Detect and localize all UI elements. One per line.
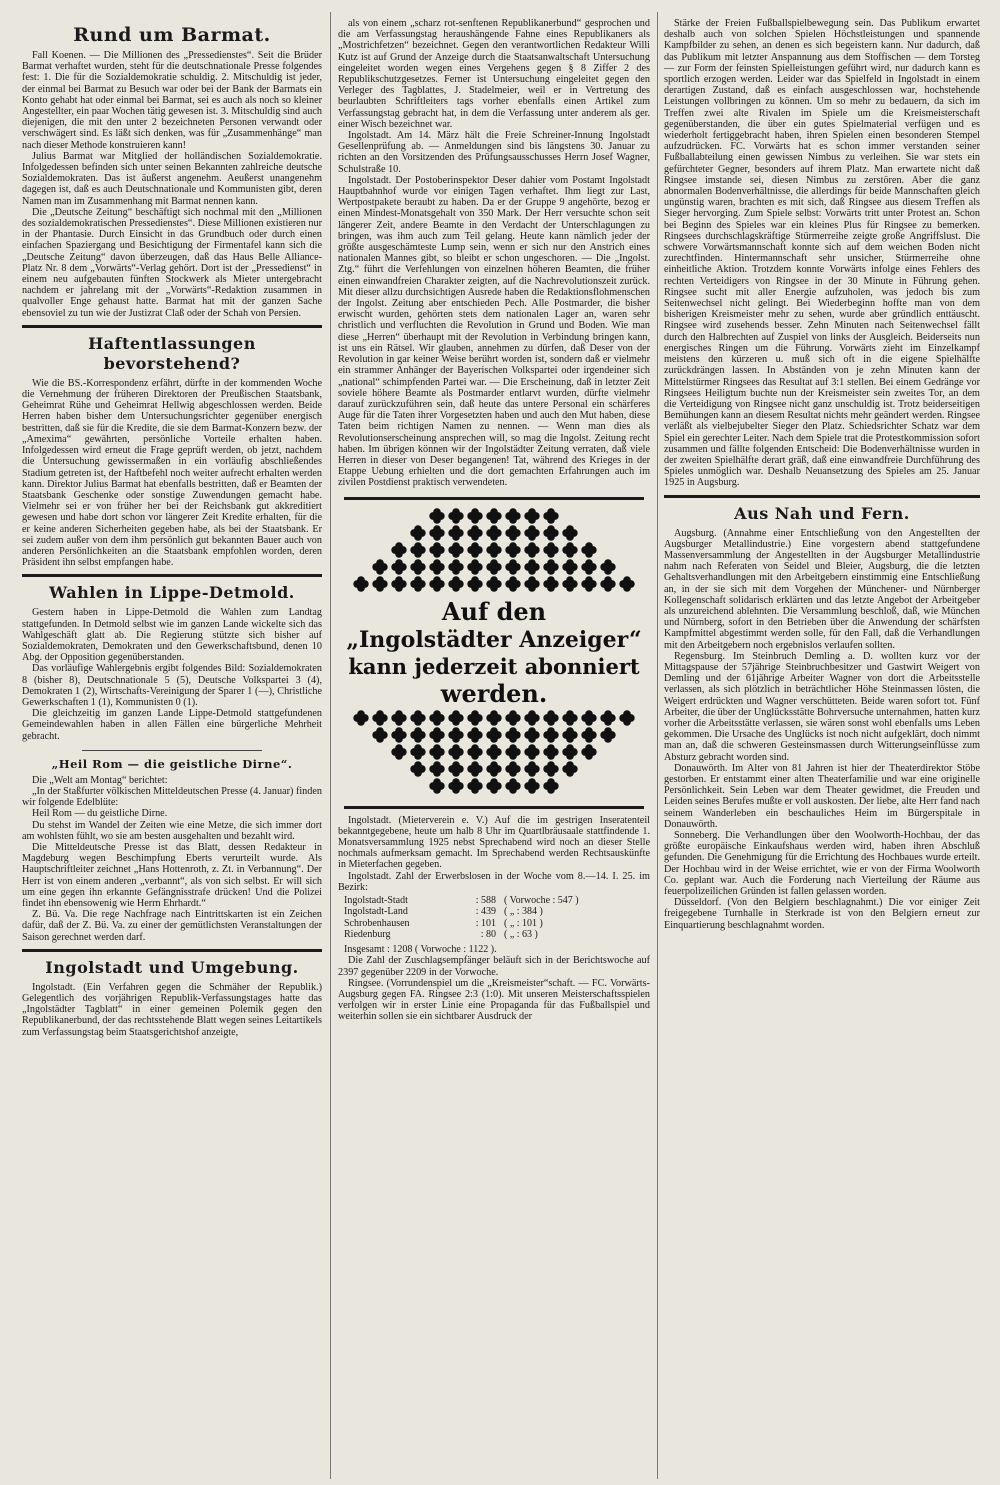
ornament-cross [562,542,577,557]
ornament-cross [448,710,463,725]
ornament-cross [581,559,596,574]
ornament-cross [524,778,539,793]
ornament-cross [467,710,482,725]
ornament-cross [410,744,425,759]
section-rule [22,949,322,952]
ornament-cross [562,727,577,742]
table-cell: : 101 [475,917,496,929]
article-paragraph: Stärke der Freien Fußballspielbewegung sein. Das Publikum erwartet deshalb auch von solchen Spielen Höchstleistungen und spannende Kampfbilder zu sehen, an denen es sich begeistern kann. Nur dadurch, daß das Publikum mit letzter Anspannung aus dem Stoffischen — dem Torsteg — zur Form der feinsten Spielleistungen geführt wird, nur dadurch kann es sportlich erzogen werden. Leider war das Spielfeld in Ingolstadt in einem derartigen Zustand, daß es einfach ausgeschlossen war, hochstehende Leistungen vollbringen zu können. Um so mehr zu bedauern, da sich im Treffen zwei alte Rivalen im Spiele um die Kreismeisterschaft gegenüberstanden, die über ein gutes Spielmaterial verfügen und es wiederholt fertiggebracht haben, ihren Spielen einen besonderen Stempel aufzudrücken. FC. Vorwärts hat es schon immer verstanden seiner Fußballabteilung einen gewissen Nimbus zu verleihen. Sie war stets ein gefürchteter Gegner, besonders auf ihrem Platz. Man erwartete nicht daß Ringsee imstande sei, diesen Nimbus zu zerstören. Aber die ganz abnormalen Bodenverhältnisse, die allerdings für beide Mannschaften gleich ungünstig waren, brachten es mit sich, daß Ringsee aus diesem Treffen als Sieger hervorging. Zum Spiele selbst: Vorwärts tritt unter Protest an. Schon bei Beginn des Spieles war ein kleines Plus für Ringsee zu bemerken. Ringsees durchschlagskräftige Stürmerreihe zeigte große Angriffslust. Die schwere Vorwärtsmannschaft konnte sich auf dem weichen Boden nicht zurechtfinden. Hintermannschaft sehr unsicher, Stürmerreihe ohne einheitliche Aktion. Trotzdem konnte Vorwärts infolge eines Fehlers des rechten Verteidigers von Ringsee in der 30 Minute in Führung gehen. Ringsee sucht mit aller Energie aufzuholen, was jedoch bis zum Seitenwechsel nicht gelingt. Bei Wiederbeginn hoffte man von dem bisherigen Kreismeister mehr zu sehen, wurde aber gründlich enttäuscht. Ringsee wird zusehends besser. Zehn Minuten nach Seitenwechsel fällt durch den Halbrechten auf Zuspiel von links der Ausgleich. Beiderseits nun energisches Ringen um die Führung. Vorwärts zieht im Einzelkampf meistens den kürzeren u. muß sich oft in die eigene Spielhälfte zurückdrängen lassen. In Abständen von je zehn Minuten kann der Mittelstürmer Ringsees das Resultat auf 3:1 stellen. Bei einem Gedränge vor Ringsees Heiligtum buchte nun der Kreismeister sein zweites Tor, an dem die Verteidigung von Ringsee nicht ganz unschuldig ist. Trotz beiderseitigen Bemühungen kann an diesem Resultat nichts mehr geändert werden. Ringsee verläßt als vielbejubelter Sieger den Platz. Schiedsrichter Schatz war dem Spiel ein gerechter Leiter. Nach dem Spiele trat die Protestkommission sofort zusammen und fällte folgenden Entscheid: Die Bodenverhältnisse wurden in der zweiten Spielhälfte derart gräß, daß eine einwandfreie Durchführung des Spieles unmöglich war. Deshalb Neuansetzung des Spieles am 25. Januar 1925 in Augsburg. [664,18,980,489]
ad-line: Auf den [441,596,547,626]
ornament-cross [410,576,425,591]
ornament-cross [600,727,615,742]
subscription-advertisement [344,497,644,809]
ornament-cross [543,508,558,523]
headline-ingolstadt-umgebung: Ingolstadt und Umgebung. [45,957,299,977]
ornament-cross [410,761,425,776]
article-paragraph: Die Mitteldeutsche Presse ist das Blatt, dessen Redakteur in Magdeburg wegen Beschimpfung Eberts verurteilt wurde. Als Hauptschriftleiter zeichnet „Hans Hottenroth, z. Zt. in Verbannung“. Der Herr ist von einem anderen „verbannt“, als von sich selbst. Er will sich um eine gegen ihn erkannte Gefängnisstrafe drücken! Und die Polizei findet ihn ebensowenig wie Herrn Ehrhardt.“ [22,841,322,909]
table-cell: Ingolstadt-Land [344,906,408,918]
table-cell: Riedenburg [344,929,391,941]
ornament-cross [391,559,406,574]
ornament-cross [391,744,406,759]
ornament-cross [543,710,558,725]
table-cell: Ingolstadt-Stadt [344,894,408,906]
article-paragraph: Düsseldorf. (Von den Belgiern beschlagnahmt.) Die vor einiger Zeit freigegebene Turnhalle in Sterkrade ist von den Belgiern erneut zur Einquartierung beschlagnahmt worden. [664,897,980,931]
table-total: Insgesamt : 1208 ( Vorwoche : 1122 ). [344,943,497,955]
ornament-cross [600,710,615,725]
ornament-cross [562,761,577,776]
table-cell: ( „ : 101 ) [504,917,543,929]
ornament-cross [391,542,406,557]
ornament-cross [486,542,501,557]
ornament-cross [391,727,406,742]
ornament-cross [543,542,558,557]
ornament-top [344,506,644,598]
ornament-cross [410,542,425,557]
table-row [344,918,650,930]
ornament-cross [524,744,539,759]
ornament-bottom [344,708,644,800]
article-paragraph: Ingolstadt. (Ein Verfahren gegen die Schmäher der Republik.) Gelegentlich des vorjährigen Republik-Verfassungstages hatte das „Ingolstädter Tagblatt“ in einer gemeinen Polemik gegen den Republikanerbund, der das rechtsstehende Blatt wegen seines Leitartikels zum Verfassungstag beim Staatsgerichtshof anzeigte, [22,981,322,1038]
column-rule [330,12,331,1479]
article-paragraph: Die gleichzeitig im ganzen Lande Lippe-Detmold stattgefundenen Gemeindewahlen haben in allen Fällen eine bürgerliche Mehrheit gebracht. [22,708,322,742]
ornament-cross [467,559,482,574]
ornament-cross [505,744,520,759]
ornament-cross [429,508,444,523]
ornament-cross [543,778,558,793]
article-paragraph: als von einem „scharz rot-senftenen Republikanerbund“ gesprochen und die am Verfassungstag heraushängende Fahne eines Republikaners als „Mostrichfetzen“ bezeichnet. Gegen den verantwortlichen Redakteur Willi Kutz ist auf Grund der Anzeige durch die Staatsanwaltschaft Untersuchung eingeleitet worden wegen eines Vergehens gegen § 8 Ziffer 2 des Republikschutzgesetzes. Ferner ist Untersuchung eingeleitet gegen den Verleger des Tagblattes, J. Stadelmeier, weil er in Vertretung des beurlaubten Schriftleiters tags vorher ebenfalls einen Artikel zum Verfassungstag gebracht hat, in dem die Verfassung unter anderem als ger. einer Wisch bezeichnet war. [338,18,650,130]
ornament-cross [524,525,539,540]
column-2 [338,18,650,1477]
article-paragraph: Die „Deutsche Zeitung“ beschäftigt sich nochmal mit den „Millionen des sozialdemokratischen Pressedienstes“. Diese Millionen existieren nur in der Phantasie. Durch Einsicht in das Grundbuch oder durch einen einfachen Spaziergang und Besichtigung der Firmentafel kann sich die „Deutsche Zeitung“ davon überzeugen, daß das Haus Belle Alliance-Platz Nr. 8 dem „Vorwärts“-Verlag gehört. Dort ist der „Pressedienst“ in einem neu aufgebauten fünften Stockwerk als Mieter untergebracht nachdem er jahrelang mit der „Vorwärts“-Redaktion zusammen in qualvoller Enge gehaust hatte. Barmat hat mit der ganzen Sache ebensoviel zu tun wie der Justizrat Claß oder der Schah von Persien. [22,206,322,319]
table-cell: Schrobenhausen [344,917,410,929]
section-rule [22,325,322,328]
ornament-cross [543,525,558,540]
table-cell: ( Vorwoche : 547 ) [504,894,579,906]
ornament-cross [505,508,520,523]
ornament-cross [486,761,501,776]
article-paragraph: Wie die BS.-Korrespondenz erfährt, dürfte in der kommenden Woche die Vernehmung der früheren Direktoren der Preußischen Staatsbank, Geheimrat Rühe und Geheimrat Hellwig abgeschlossen werden. Beide Herren haben bisher dem Untersuchungsrichter gegenüber energisch bestritten, daß sie für die Kredite, die sie dem Barmat-Konzern bezw. der „Amexima“ gewährten, persönliche Vorteile erhalten haben. Infolgedessen wird erneut die Frage geprüft werden, ob jetzt, nachdem die Untersuchung gewissermaßen in ein vorläufig abschließendes Stadium getreten ist, der Haftbefehl noch weiter aufrecht erhalten werden kann. Direktor Julius Barmat hat ebenfalls bestritten, daß er Beamten der Staatsbank Geschenke oder sonstige Zuwendungen gemacht habe. Vielmehr sei er von früher her bei der Reichsbank gut akkreditiert gewesen und habe dort schon vor längerer Zeit Kredite erhalten, für die er keine anderen Sicherheiten gegeben habe, als bei der Staatsbank. Er sei zudem außer von dem ihm persönlich gut bekannten Bauer auch von anderen Persönlichkeiten an die Staatsbank empfohlen worden, deren Präsident ihn selbst empfangen habe. [22,377,322,569]
ornament-cross [543,761,558,776]
section-rule [664,495,980,498]
ornament-cross [429,559,444,574]
ornament-cross [486,727,501,742]
ornament-cross [448,761,463,776]
ornament-cross [543,744,558,759]
ornament-cross [429,576,444,591]
ornament-cross [505,778,520,793]
article-paragraph: Das vorläufige Wahlergebnis ergibt folgendes Bild: Sozialdemokraten 8 (bisher 8), Deutschnationale 5 (5), Deutsche Volkspartei 3 (4), Demokraten 1 (2), Wirtschafts-Vereinigung der Sparer 1 (—), Christliche Gewerkschaften 1 (1), Kommunisten 0 (1). [22,663,322,708]
ornament-cross [448,525,463,540]
article-paragraph: Ingolstadt. Zahl der Erwerbslosen in der Woche vom 8.—14. I. 25. im Bezirk: [338,870,650,893]
table-row [344,906,650,918]
article-paragraph: Ingolstadt. Der Postoberinspektor Deser dahier vom Postamt Ingolstadt Hauptbahnhof wurde vor einigen Tagen verhaftet. Ihm liegt zur Last, Wertpostpakete beraubt zu haben. Da er der Gruppe 9 angehörte, bezog er einen Mindest-Monatsgehalt von 350 Mark. Der Herr versuchte schon seit längerer Zeit, andere Beamte in den Verdacht der Unterschlagungen zu bringen, was ihm auch zum Teil gelang. Heute kann nämlich jeder der größte ausgeschämteste Lump sein, wenn er sich nur den Anstrich eines nationalen Mannes gibt, so bleibt er schon ungeschoren. — Die „Ingolst. Ztg.“ führt die Verfehlungen von einzelnen höheren Beamten, die früher einen einwandfreien Charakter zeigten, auf die Nachrevolutionszeit zurück. Mit dieser allzu durchsichtigen Ausrede haben die Redaktionsflohmenschen der Ingolst. Zeitung aber entschieden Pech. Alle Postmarder, die bisher erwischt wurden, gehörten stets dem nationalen Lager an, waren sehr christlich und verfluchten die Revolution in Grund und Boden. Wie man diese „Herren“ überhaupt mit der Revolution in Verbindung bringen kann, ist uns ein Rätsel. Wir glauben, annehmen zu dürfen, daß Deser von der Revolution in gar keiner Weise berührt worden ist, sondern daß er vielmehr ein strammer Anhänger der Bayerischen Volkspartei oder irgendeiner sich „national“ schimpfenden Partei war. — Die Erscheinung, daß in letzter Zeit soviele höhere Beamte als Postmarder entlarvt wurden, dürfte vielmehr darauf zurückzuführen sein, daß heute das untere Personal ein schärferes Auge für die Taten ihrer Vorgesetzten haben und auch den Mut haben, diese Taten beim richtigen Namen zu nennen. — Wenn man dies als Revolutionserscheinung ansprechen will, so mag die Ingolst. Zeitung recht haben. Im übrigen können wir der Ingolstädter Zeitung verraten, daß viele Herren in dieser von Deser begangenen! Tat, während des Krieges in der Etappe Uebung erhielten und die dort gemachten Erfahrungen auch im zivilen Postdienst praktisch verwendeten. [338,174,650,489]
table-cell: ( „ : 384 ) [504,906,543,918]
ornament-cross [505,559,520,574]
table-cell: : 588 [475,894,496,906]
ornament-cross [505,727,520,742]
ornament-cross [429,525,444,540]
ornament-cross [410,727,425,742]
ornament-cross [372,559,387,574]
headline-aus-nah-und-fern: Aus Nah und Fern. [734,503,910,523]
ornament-cross [524,559,539,574]
ornament-cross [486,710,501,725]
ornament-cross [524,710,539,725]
ornament-cross [448,778,463,793]
ornament-cross [429,761,444,776]
ornament-cross [391,710,406,725]
ornament-cross [505,710,520,725]
ornament-cross [505,761,520,776]
ornament-cross [581,744,596,759]
ornament-cross [429,744,444,759]
article-paragraph: Gestern haben in Lippe-Detmold die Wahlen zum Landtag stattgefunden. In Detmold selbst wie im ganzen Lande wickelte sich das Wahlgeschäft glatt ab. Die Regierung stützte sich bisher auf Sozialdemokraten, Demokraten und den Gewerkschaftsbund, denen 10 Abg. der Opposition gegenüberstanden. [22,607,322,664]
ornament-cross [372,710,387,725]
ornament-cross [448,744,463,759]
headline-barmat: Rund um Barmat. [73,24,271,46]
ornament-cross [353,710,368,725]
article-paragraph: Donauwörth. Im Alter von 81 Jahren ist hier der Theaterdirektor Stöbe gestorben. Er entstammt einer alten Theaterfamilie und war eine originelle Persönlichkeit. Sein Leben war dem Theater gewidmet, die Freuden und Leiden seines Berufes mußte er voll auskosten. Der liebe, alte Herr fand nach seinem Wanderleben ein beschauliches Heim im Bürgerspitale in Donauwörth. [664,762,980,830]
ornament-cross [486,778,501,793]
headline-lippe-detmold: Wahlen in Lippe-Detmold. [49,583,295,603]
ornament-cross [562,710,577,725]
headline-haftentlassungen: Haftentlassungen bevorstehend? [88,333,256,373]
column-rule [657,12,658,1479]
ornament-cross [486,744,501,759]
article-paragraph: Du stehst im Wandel der Zeiten wie eine Metze, die sich immer dort am wohlsten fühlt, wo sie am besten ausgehalten und bezahlt wird. [22,819,322,842]
ornament-cross [581,576,596,591]
ornament-cross [467,576,482,591]
headline-heil-rom: „Heil Rom — die geistliche Dirne“. [51,756,293,771]
ornament-cross [486,559,501,574]
table-cell: : 80 [480,929,496,941]
ornament-cross [429,727,444,742]
ornament-cross [410,525,425,540]
ornament-cross [562,576,577,591]
ornament-cross [581,710,596,725]
ornament-cross [524,576,539,591]
article-paragraph: Julius Barmat war Mitglied der holländischen Sozialdemokratie. Infolgedessen befinden sich unter seinen Bekannten zahlreiche deutsche Sozialdemokraten. Das ist äußerst angenehm. Aeußerst unangenehm dagegen ist, daß es auch Deutschnationale und Kommunisten gibt, deren Namen man im Zusammenhang mit Barmat nennen kann. [22,150,322,207]
ornament-cross [429,710,444,725]
ornament-cross [600,576,615,591]
ornament-cross [353,576,368,591]
ornament-cross [467,508,482,523]
ornament-cross [410,710,425,725]
ad-line: „Ingolstädter Anzeiger“ [346,626,642,653]
ornament-cross [448,508,463,523]
ornament-cross [372,576,387,591]
ornament-cross [524,508,539,523]
unemployment-table [344,895,650,956]
article-paragraph: Die „Welt am Montag“ berichtet: [32,774,168,786]
ornament-cross [581,727,596,742]
article-paragraph: Ingolstadt. Am 14. März hält die Freie Schreiner-Innung Ingolstadt Gesellenprüfung ab. — Anmeldungen sind bis längstens 30. Januar zu richten an den Vorsitzenden des Prüfungsausschusses Herrn Josef Wagner, Schulstraße 10. [338,130,650,175]
ornament-cross [543,559,558,574]
ornament-cross [467,727,482,742]
ornament-cross [619,710,634,725]
ornament-cross [524,542,539,557]
table-row [344,929,650,941]
ornament-cross [429,778,444,793]
ornament-cross [543,727,558,742]
ornament-cross [562,744,577,759]
ornament-cross [486,508,501,523]
article-paragraph: Die Zahl der Zuschlagsempfänger beläuft sich in der Berichtswoche auf 2397 gegenüber 2209 in der Vorwoche. [338,955,650,978]
ornament-cross [581,542,596,557]
ornament-cross [467,525,482,540]
ornament-cross [562,559,577,574]
ornament-cross [562,525,577,540]
article-paragraph: Ingolstadt. (Mieterverein e. V.) Auf die im gestrigen Inseratenteil bekanntgegebene, heute um halb 8 Uhr im Quartlbräusaale stattfindende 1. Monatsversammlung 1925 nebst Sprechabend wird noch an dieser Stelle nochmals aufmerksam gemacht. Im Sprechabend werden Rechtsauskünfte in Mieterfachen gegeben. [338,814,650,871]
ornament-cross [448,559,463,574]
ad-line: kann jederzeit abonniert [348,653,640,679]
article-paragraph: Augsburg. (Annahme einer Entschließung von den Angestellten der Augsburger Metallindustrie.) Eine vorgestern abend stattgefundene Massenversammlung der Angestellten in der Augsburger Metallindustrie nahm nach Referaten von Seidel und Bleier, Augsburg, die die letzten Gehaltsverhandlungen mit den Arbeitgebern einstimmig eine Entschließung an, in der sie sich mit dem Vorgehen der Münchener- und Nürnberger Kollegenschaft solidarisch erklärten und das letzte Angebot der Arbeitgeber als unzureichend ablehnten. Die Versammlung beschloß, daß, wie München und Nürnberg, sofort in den Betrieben über die Anwendung der schärfsten Kampfmittel abgestimmt werden solle, für den Fall, daß die Verhandlungen mit den Arbeitgebern noch ergebnislos verlaufen sollten. [664,527,980,651]
column-3 [664,18,980,1477]
ornament-cross [600,559,615,574]
column-1 [22,18,322,1477]
ornament-cross [372,727,387,742]
article-paragraph: Ringsee. (Vorrundenspiel um die „Kreismeister“schaft. — FC. Vorwärts-Augsburg gegen FA. Ringsee 2:3 (1:0). Mit unseren Meisterschaftsspielen verfolgen wir in erster Linie eine Propaganda für das Fußballspiel und weiterhin sollen sie ein sichtbarer Ausdruck der [338,977,650,1023]
ornament-cross [467,778,482,793]
ornament-cross [486,525,501,540]
article-paragraph: Sonneberg. Die Verhandlungen über den Woolworth-Hochbau, der das größte europäische Einkaufshaus werden wird, haben ihren Abschluß gefunden. Die Genehmigung für die Errichtung des Hochbaues wurde erteilt. Der Hochbau wird in der Weise errichtet, wie er von der Firma Woolworth Co. geplant war. Auch die Forderung nach Vierteilung der Räume aus feuerpolizeilichen Gründen ist fallen gelassen worden. [664,830,980,898]
table-row [344,895,650,907]
ornament-cross [619,576,634,591]
ornament-cross [410,559,425,574]
article-paragraph: Regensburg. Im Steinbruch Demling a. D. wollten kurz vor der Mittagspause der 57jährige Steinbruchbesitzer und Gastwirt Weigert von Demling und der 61jährige Arbeiter Wagner von dort die Arbeitsstelle verlassen, als sich plötzlich in beträchtlicher Höhe Steinmassen lösten, die Weigert erdrückten und Wagner verschütteten. Beide waren sofort tot. Fünf Arbeiter, die über der Unglücksstätte Bohrversuche unternahmen, hatten kurz vorher die Arbeitsstätte verlassen, sie wären sonst wohl ebenfalls ums Leben gekommen. Die Ursache des Unglücks ist noch nicht aufgeklärt, doch nimmt man an, daß die schweren Gesteinsmassen durch Witterungseinflüsse zum Absturz gebracht worden sind. [664,650,980,763]
divider [82,750,262,751]
article-paragraph: Fall Koenen. — Die Millionen des „Pressedienstes“. Seit die Brüder Barmat verhaftet wurden, steht für die deutschnationale Presse folgendes fest: 1. Die für die Sozialdemokratie schuldig. 2. Mitschuldig ist jeder, der einmal bei Barmat zu Besuch war oder bei der Bank der Barmats ein Konto gehabt hat oder einmal bei Barmat, sei es auch als noch so kleiner Angestellter, ein paar Wochen tätig gewesen ist. 3. Mitschuldig sind auch diejenigen, die mit den unter 2 bezeichneten Personen verwandt oder verschwägert sind. Es läßt sich denken, was für „Zusammenhänge“ man nach dieser Methode konstruieren kann! [22,50,322,151]
ornament-cross [448,542,463,557]
ornament-cross [448,727,463,742]
ornament-cross [391,576,406,591]
ornament-cross [524,761,539,776]
ornament-cross [505,542,520,557]
section-rule [22,574,322,577]
table-cell: : 439 [475,906,496,918]
article-paragraph: Z. Bü. Va. Die rege Nachfrage nach Eintrittskarten ist ein Zeichen dafür, daß der Z. Bü. Va. zu einer der gemütlichsten Veranstaltungen der Saison gerechnet werden darf. [22,909,322,943]
ornament-cross [524,727,539,742]
ornament-cross [486,576,501,591]
ornament-cross [543,576,558,591]
article-paragraph: Heil Rom — du geistliche Dirne. [32,808,168,820]
ornament-cross [505,525,520,540]
ornament-cross [467,761,482,776]
ornament-cross [467,744,482,759]
article-paragraph: „In der Staßfurter völkischen Mitteldeutschen Presse (4. Januar) finden wir folgende Edelblüte: [22,785,322,809]
ornament-cross [429,542,444,557]
ornament-cross [448,576,463,591]
ornament-cross [505,576,520,591]
ornament-cross [467,542,482,557]
table-cell: ( „ : 63 ) [504,929,538,941]
ad-line: werden. [440,678,548,708]
